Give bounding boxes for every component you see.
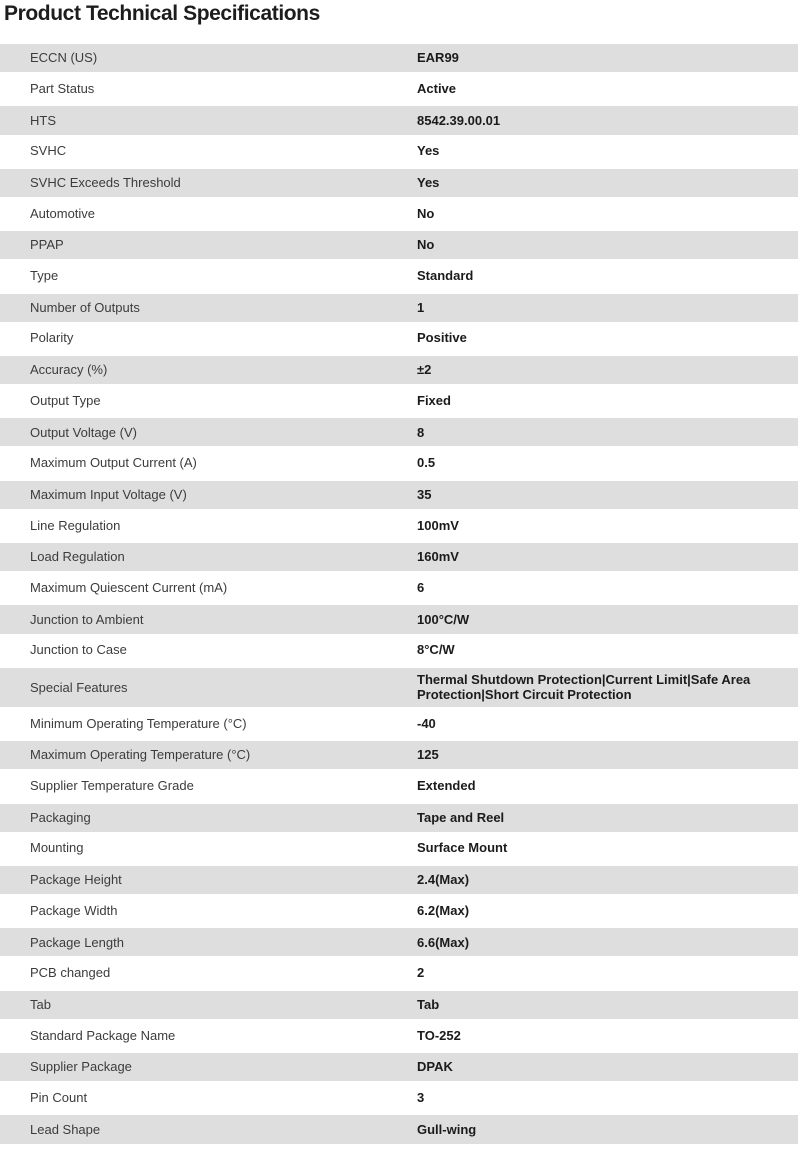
table-row <box>0 833 798 864</box>
spec-value: -40 <box>417 715 436 731</box>
table-row <box>0 666 798 708</box>
spec-label: Accuracy (%) <box>30 362 108 378</box>
spec-value: Positive <box>417 330 467 346</box>
spec-value: Yes <box>417 175 440 191</box>
table-row <box>0 864 798 895</box>
table-row <box>0 802 798 833</box>
spec-value: 2 <box>417 965 425 981</box>
spec-label: Supplier Package <box>30 1059 132 1075</box>
table-row <box>0 739 798 770</box>
table-row <box>0 447 798 478</box>
spec-value: DPAK <box>417 1059 453 1075</box>
spec-label: ECCN (US) <box>30 50 98 66</box>
spec-label: SVHC <box>30 143 67 159</box>
spec-label: Maximum Operating Temperature (°C) <box>30 747 251 763</box>
table-row <box>0 572 798 603</box>
spec-value: 8542.39.00.01 <box>417 112 501 128</box>
table-row <box>0 229 798 260</box>
table-row <box>0 770 798 801</box>
spec-label: Packaging <box>30 809 91 825</box>
table-row <box>0 1113 798 1144</box>
spec-label: Special Features <box>30 679 128 695</box>
spec-label: Polarity <box>30 330 74 346</box>
spec-value: Standard <box>417 268 474 284</box>
spec-value: Gull-wing <box>417 1121 477 1137</box>
table-row <box>0 926 798 957</box>
table-row <box>0 603 798 634</box>
spec-value: Surface Mount <box>417 840 508 856</box>
table-row <box>0 260 798 291</box>
page-title: Product Technical Specifications <box>4 2 320 25</box>
spec-value: No <box>417 205 435 221</box>
spec-label: HTS <box>30 112 56 128</box>
spec-value: 6.2(Max) <box>417 902 470 918</box>
spec-value: 8 <box>417 424 425 440</box>
table-row <box>0 541 798 572</box>
spec-label: PPAP <box>30 237 64 253</box>
spec-label: Package Length <box>30 934 124 950</box>
spec-label: Automotive <box>30 205 96 221</box>
spec-label: Output Type <box>30 392 101 408</box>
spec-value: 3 <box>417 1089 425 1105</box>
spec-table <box>0 42 798 1145</box>
spec-label: Lead Shape <box>30 1121 101 1137</box>
table-row <box>0 1082 798 1113</box>
spec-value: 160mV <box>417 549 459 565</box>
table-row <box>0 1051 798 1082</box>
spec-label: Minimum Operating Temperature (°C) <box>30 715 247 731</box>
spec-value: Thermal Shutdown Protection|Current Limit|Safe Area Protection|Short Circuit Protection <box>417 671 751 703</box>
spec-value: ±2 <box>417 362 432 378</box>
spec-label: Standard Package Name <box>30 1027 176 1043</box>
spec-value: 0.5 <box>417 455 436 471</box>
spec-label: Junction to Ambient <box>30 611 144 627</box>
spec-value: 2.4(Max) <box>417 872 470 888</box>
spec-value: Fixed <box>417 392 451 408</box>
spec-value: 35 <box>417 486 432 502</box>
table-row <box>0 635 798 666</box>
spec-value: Tape and Reel <box>417 809 505 825</box>
spec-value: Extended <box>417 778 476 794</box>
spec-label: Supplier Temperature Grade <box>30 778 194 794</box>
table-row <box>0 385 798 416</box>
spec-value: Tab <box>417 996 440 1012</box>
spec-label: Junction to Case <box>30 642 127 658</box>
spec-label: Type <box>30 268 59 284</box>
spec-value: 1 <box>417 299 425 315</box>
table-row <box>0 136 798 167</box>
table-row <box>0 354 798 385</box>
table-row <box>0 42 798 73</box>
spec-value: 100°C/W <box>417 611 470 627</box>
spec-label: Pin Count <box>30 1089 88 1105</box>
spec-value: 125 <box>417 747 439 763</box>
table-row <box>0 510 798 541</box>
spec-label: Number of Outputs <box>30 299 140 315</box>
spec-label: Tab <box>30 996 51 1012</box>
spec-value: 6 <box>417 579 425 595</box>
table-row <box>0 957 798 988</box>
table-row <box>0 198 798 229</box>
table-row <box>0 104 798 135</box>
spec-value: EAR99 <box>417 50 459 66</box>
spec-label: Maximum Quiescent Current (mA) <box>30 579 228 595</box>
table-row <box>0 989 798 1020</box>
spec-label: Load Regulation <box>30 549 125 565</box>
table-row <box>0 292 798 323</box>
spec-value: Active <box>417 80 457 96</box>
spec-label: PCB changed <box>30 965 111 981</box>
spec-label: Package Width <box>30 902 118 918</box>
spec-label: Line Regulation <box>30 517 121 533</box>
table-row <box>0 323 798 354</box>
spec-label: Maximum Input Voltage (V) <box>30 486 187 502</box>
table-row <box>0 895 798 926</box>
spec-value: TO-252 <box>417 1027 461 1043</box>
spec-label: SVHC Exceeds Threshold <box>30 175 181 191</box>
spec-label: Mounting <box>30 840 84 856</box>
spec-value: 6.6(Max) <box>417 934 470 950</box>
table-row <box>0 416 798 447</box>
spec-label: Package Height <box>30 872 122 888</box>
spec-value: 8°C/W <box>417 642 455 658</box>
table-row <box>0 479 798 510</box>
spec-value: No <box>417 237 435 253</box>
spec-value: 100mV <box>417 517 459 533</box>
table-row <box>0 167 798 198</box>
table-row <box>0 73 798 104</box>
spec-value: Yes <box>417 143 440 159</box>
table-row <box>0 708 798 739</box>
table-row <box>0 1020 798 1051</box>
spec-label: Output Voltage (V) <box>30 424 137 440</box>
spec-label: Part Status <box>30 80 95 96</box>
spec-label: Maximum Output Current (A) <box>30 455 197 471</box>
